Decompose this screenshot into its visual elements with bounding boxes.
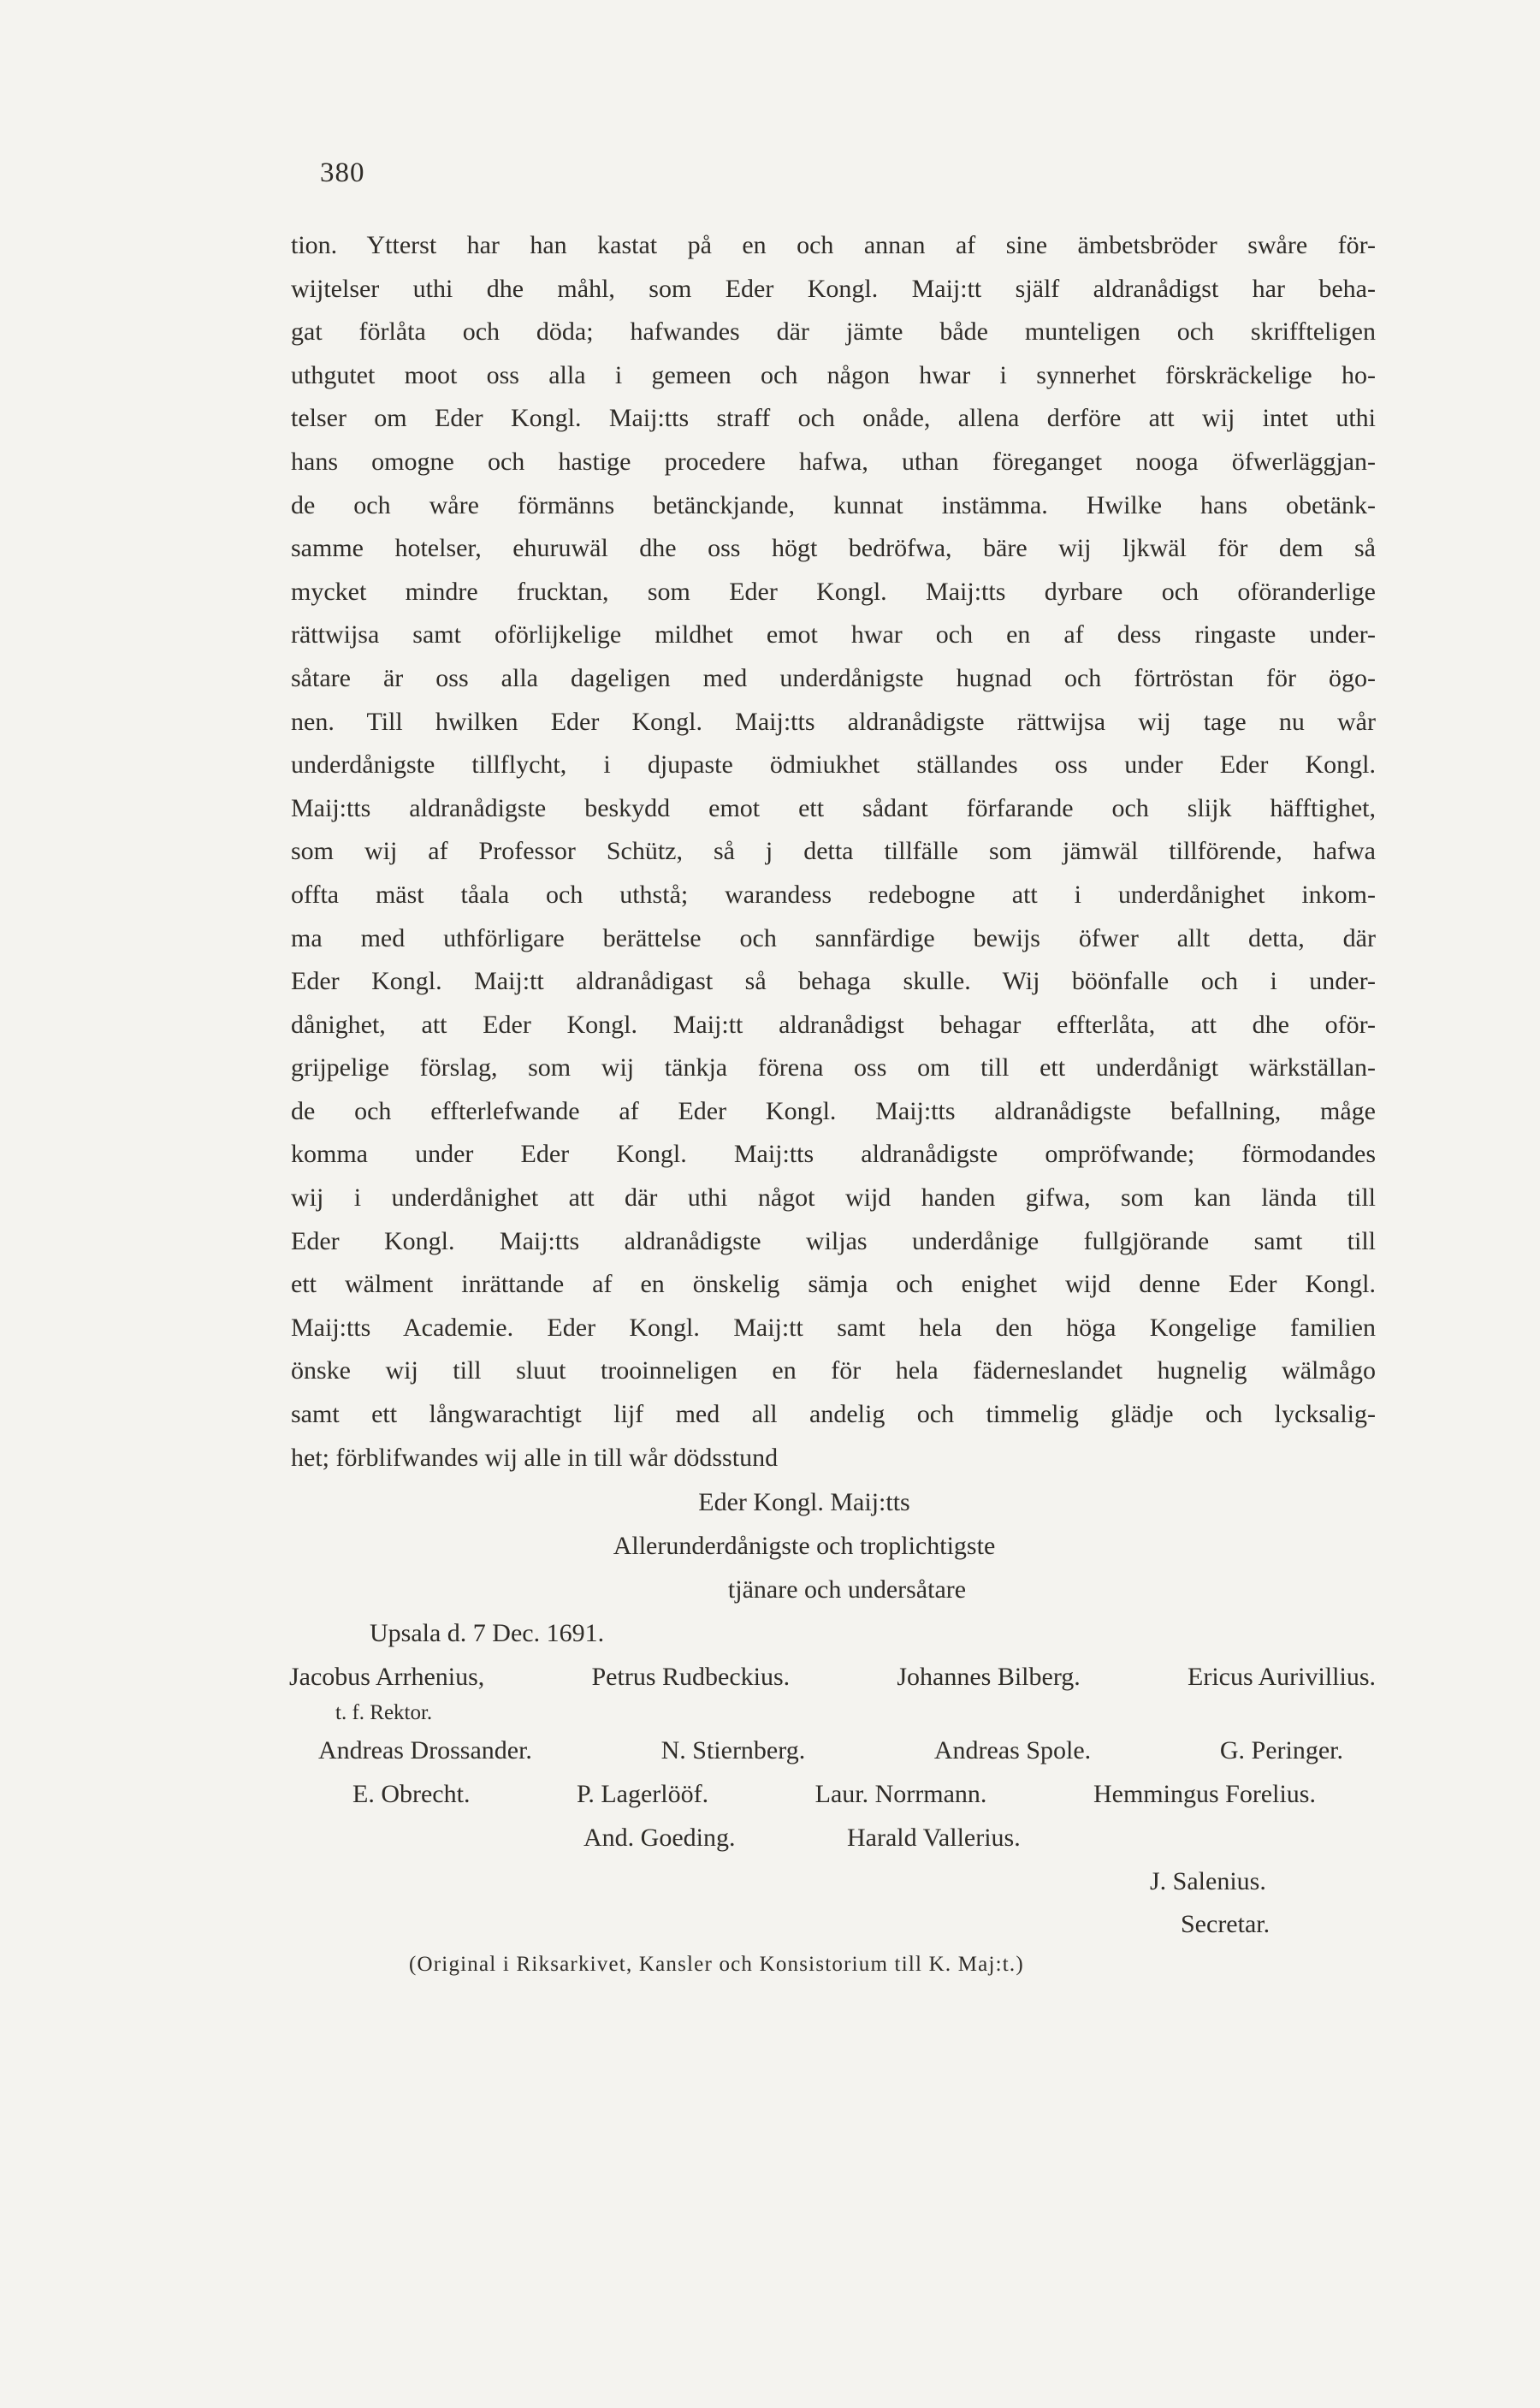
body-line: Maij:tts aldranådigste beskydd emot ett sådant förfarande och slijk häfftighet, bbox=[291, 793, 1376, 822]
signatory: Andreas Drossander. bbox=[318, 1736, 532, 1764]
closing-servants: tjänare och undersåtare bbox=[727, 1575, 967, 1604]
signatory-row-3 bbox=[352, 1777, 1316, 1812]
body-line: som wij af Professor Schütz, så j detta tillfälle som jämwäl tillförende, hafwa bbox=[291, 837, 1376, 866]
body-line: de och wåre förmänns betänckjande, kunnat instämma. Hwilke hans obetänk- bbox=[291, 490, 1376, 519]
body-line: Eder Kongl. Maij:tt aldranådigast så behaga skulle. Wij böönfalle och i under- bbox=[291, 967, 1376, 996]
page-number: 380 bbox=[320, 157, 365, 188]
signatory: Ericus Aurivillius. bbox=[1188, 1663, 1376, 1691]
signatory: N. Stiernberg. bbox=[660, 1736, 806, 1764]
rector-note: t. f. Rektor. bbox=[335, 1701, 433, 1724]
body-line: rättwijsa samt oförlijkelige mildhet emot hwar och en af dess ringaste under- bbox=[291, 620, 1376, 649]
secretary-name: J. Salenius. bbox=[1150, 1867, 1266, 1895]
body-line: ma med uthförligare berättelse och sannfärdige bewijs öfwer allt detta, där bbox=[291, 923, 1376, 952]
body-line: offta mäst tåala och uthstå; warandess redebogne att i underdånighet inkom- bbox=[291, 880, 1376, 909]
source-note: (Original i Riksarkivet, Kansler och Konsistorium till K. Maj:t.) bbox=[409, 1953, 1024, 1976]
body-line: ett wälment inrättande af en önskelig sämja och enighet wijd denne Eder Kongl. bbox=[291, 1270, 1376, 1299]
body-line: hans omogne och hastige procedere hafwa, uthan föreganget nooga öfwerläggjan- bbox=[291, 447, 1376, 476]
body-line: nen. Till hwilken Eder Kongl. Maij:tts aldranådigste rättwijsa wij tage nu wår bbox=[291, 707, 1376, 736]
signatory: P. Lagerlööf. bbox=[576, 1780, 709, 1808]
signatory: Harald Vallerius. bbox=[847, 1824, 1021, 1852]
signatory: Johannes Bilberg. bbox=[897, 1663, 1081, 1691]
closing-humility: Allerunderdånigste och troplichtigste bbox=[613, 1532, 996, 1560]
secretary-title: Secretar. bbox=[1181, 1910, 1270, 1938]
body-line: uthgutet moot oss alla i gemeen och någon hwar i synnerhet förskräckelige ho- bbox=[291, 360, 1376, 389]
signatory: Laur. Norrmann. bbox=[814, 1780, 987, 1808]
body-line: tion. Ytterst har han kastat på en och annan af sine ämbetsbröder swåre för- bbox=[291, 231, 1376, 259]
body-line: Maij:tts Academie. Eder Kongl. Maij:tt samt hela den höga Kongelige familien bbox=[291, 1313, 1376, 1342]
body-line: komma under Eder Kongl. Maij:tts aldranådigste ompröfwande; förmodandes bbox=[291, 1140, 1376, 1169]
body-line: wijtelser uthi dhe måhl, som Eder Kongl. Maij:tt själf aldranådigst har beha- bbox=[291, 274, 1376, 303]
signatory: G. Peringer. bbox=[1219, 1736, 1343, 1764]
letter-body bbox=[291, 224, 1376, 1480]
body-line: wij i underdånighet att där uthi något wijd handen gifwa, som kan lända till bbox=[291, 1183, 1376, 1213]
body-line: önske wij till sluut trooinneligen en för hela fäderneslandet hugnelig wälmågo bbox=[291, 1356, 1376, 1385]
body-line: Eder Kongl. Maij:tts aldranådigste wiljas underdånige fullgjörande samt till bbox=[291, 1226, 1376, 1255]
closing-address: Eder Kongl. Maij:tts bbox=[698, 1488, 910, 1516]
body-line: gat förlåta och döda; hafwandes där jämte både munteligen och skriffteligen bbox=[291, 317, 1376, 347]
signatory-row-1 bbox=[289, 1660, 1376, 1694]
signatory: E. Obrecht. bbox=[352, 1780, 471, 1808]
body-line: samme hotelser, ehuruwäl dhe oss högt bedröfwa, bäre wij ljkwäl för dem så bbox=[291, 534, 1376, 563]
signatory-row-2 bbox=[318, 1734, 1343, 1768]
signatory: Petrus Rudbeckius. bbox=[591, 1663, 791, 1691]
signatory: Hemmingus Forelius. bbox=[1093, 1780, 1316, 1808]
body-line: de och effterlefwande af Eder Kongl. Maij:tts aldranådigste befallning, måge bbox=[291, 1096, 1376, 1125]
signatory: Andreas Spole. bbox=[933, 1736, 1092, 1764]
body-line: underdånigste tillflycht, i djupaste ödmiukhet ställandes oss under Eder Kongl. bbox=[291, 750, 1376, 780]
signatory: And. Goeding. bbox=[583, 1824, 736, 1852]
body-line: het; förblifwandes wij alle in till wår dödsstund bbox=[291, 1443, 779, 1472]
body-line: grijpelige förslag, som wij tänkja förena oss om till ett underdånigt wärkställan- bbox=[291, 1053, 1376, 1082]
body-line: dånighet, att Eder Kongl. Maij:tt aldranådigst behagar effterlåta, att dhe oför- bbox=[291, 1010, 1376, 1039]
body-line: såtare är oss alla dageligen med underdånigste hugnad och förtröstan för ögo- bbox=[291, 663, 1376, 692]
place-date: Upsala d. 7 Dec. 1691. bbox=[370, 1619, 605, 1647]
body-line: telser om Eder Kongl. Maij:tts straff och onåde, allena derföre att wij intet uthi bbox=[291, 404, 1376, 433]
body-line: mycket mindre frucktan, som Eder Kongl. Maij:tts dyrbare och oföranderlige bbox=[291, 577, 1376, 606]
body-line: samt ett långwarachtigt lijf med all andelig och timmelig glädje och lycksalig- bbox=[291, 1400, 1376, 1429]
signatory: Jacobus Arrhenius, bbox=[289, 1663, 485, 1691]
